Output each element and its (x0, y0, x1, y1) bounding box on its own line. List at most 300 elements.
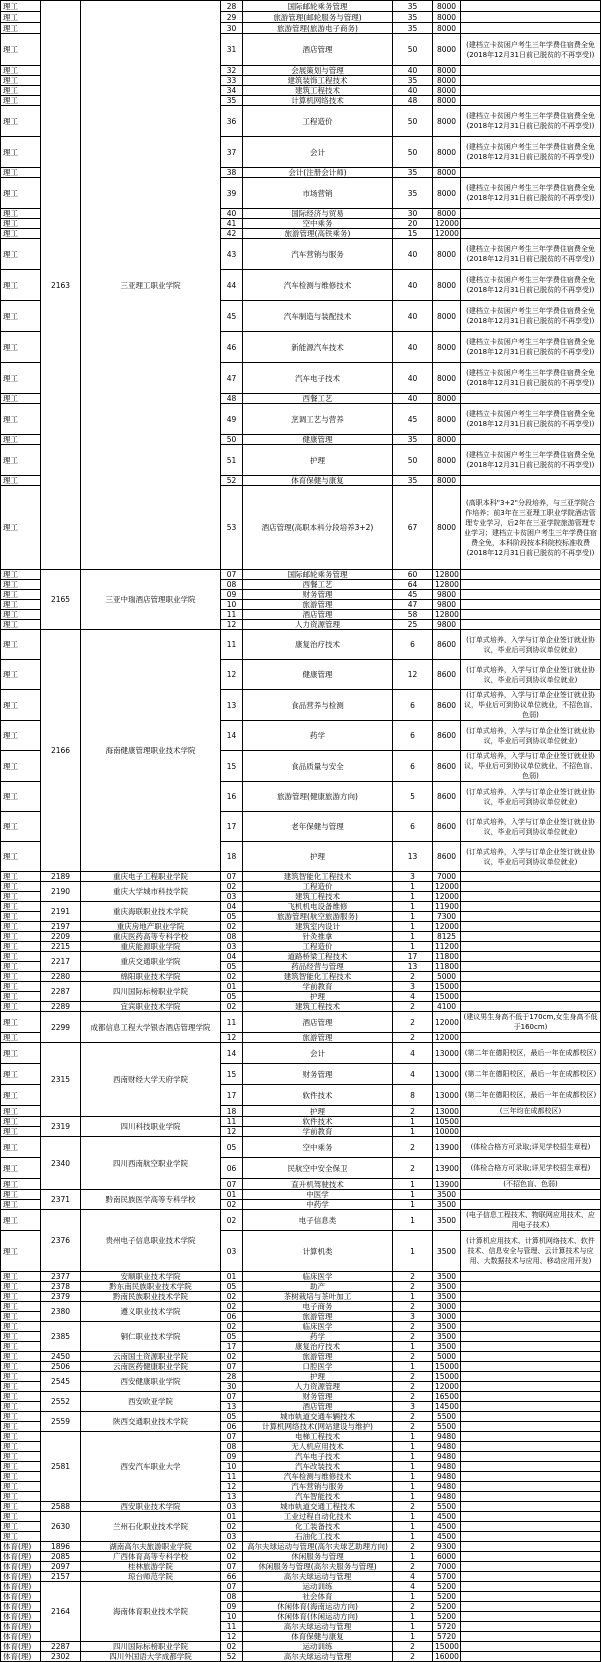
remark-cell (461, 962, 601, 972)
major-name-cell: 直升机驾驶技术 (243, 1179, 393, 1190)
table-row (1, 1432, 601, 1442)
tuition-cell: 11800 (433, 952, 461, 962)
plan-count-cell: 35 (393, 435, 433, 445)
major-name-cell: 国际经济与贸易 (243, 209, 393, 219)
major-code-cell: 30 (221, 1382, 243, 1392)
major-name-cell: 旅游管理(健康旅游方向) (243, 782, 393, 812)
plan-count-cell: 1 (393, 942, 433, 952)
tuition-cell: 8000 (433, 394, 461, 404)
major-code-cell: 09 (221, 1602, 243, 1612)
major-name-cell: 高尔夫球运动与管理(高尔夫球艺助理方向) (243, 1542, 393, 1552)
plan-count-cell: 1 (393, 1127, 433, 1137)
major-code-cell: 07 (221, 1432, 243, 1442)
remark-cell (461, 1402, 601, 1412)
plan-count-cell: 58 (393, 610, 433, 620)
category-cell: 理工 (1, 1302, 41, 1312)
major-name-cell: 汽车营销与服务 (243, 1482, 393, 1492)
category-cell: 理工 (1, 1117, 41, 1127)
tuition-cell: 5200 (433, 1612, 461, 1622)
tuition-cell: 5500 (433, 1422, 461, 1432)
major-name-cell: 民航空中安全保卫 (243, 1158, 393, 1179)
category-cell: 理工 (1, 1106, 41, 1117)
major-code-cell: 48 (221, 394, 243, 404)
remark-cell (461, 1412, 601, 1422)
major-code-cell: 10 (221, 600, 243, 610)
major-name-cell: 休闲体育(海南运动方向) (243, 1602, 393, 1612)
remark-cell (461, 922, 601, 932)
plan-count-cell: 1 (393, 1612, 433, 1622)
major-name-cell: 工程造价 (243, 106, 393, 137)
tuition-cell: 8000 (433, 445, 461, 476)
tuition-cell: 8000 (433, 363, 461, 394)
remark-cell: (建档立卡贫困户考生三年学费住宿费全免(2018年12月31日前已脱贫的不再享受)) (461, 332, 601, 363)
school-name-cell: 重庆能源职业学院 (81, 942, 221, 952)
major-name-cell: 会计(注册会计师) (243, 168, 393, 178)
major-name-cell: 酒店管理 (243, 1012, 393, 1033)
tuition-cell: 8000 (433, 168, 461, 178)
table-row (1, 1582, 601, 1592)
major-name-cell: 西餐工艺 (243, 580, 393, 590)
major-name-cell: 市场营销 (243, 178, 393, 209)
remark-cell (461, 1532, 601, 1542)
major-name-cell: 化工装备技术 (243, 1522, 393, 1532)
remark-cell: (订单式培养，入学与订单企业签订就业协议，毕业后可到协议单位就业) (461, 630, 601, 660)
school-code-cell: 2165 (41, 570, 81, 630)
major-code-cell: 05 (221, 1282, 243, 1292)
major-code-cell: 16 (221, 782, 243, 812)
remark-cell (461, 1292, 601, 1302)
table-row (1, 1272, 601, 1282)
category-cell: 体育(理) (1, 1592, 41, 1602)
school-name-cell: 遵义职业技术学院 (81, 1302, 221, 1322)
category-cell: 体育(理) (1, 1552, 41, 1562)
plan-count-cell: 17 (393, 952, 433, 962)
tuition-cell: 8600 (433, 690, 461, 721)
tuition-cell: 8000 (433, 86, 461, 96)
remark-cell: (体检合格方可录取;详见学校招生章程) (461, 1137, 601, 1158)
plan-count-cell: 13 (393, 842, 433, 872)
major-code-cell: 02 (221, 1352, 243, 1362)
category-cell: 理工 (1, 1292, 41, 1302)
category-cell: 理工 (1, 96, 41, 106)
school-name-cell: 绵阳职业技术学院 (81, 972, 221, 982)
remark-cell (461, 952, 601, 962)
remark-cell: (订单式培养，入学与订单企业签订就业协议，毕业后可到协议单位就业，不招色盲、色弱) (461, 751, 601, 782)
category-cell: 理工 (1, 1422, 41, 1432)
remark-cell (461, 1127, 601, 1137)
major-name-cell: 健康管理 (243, 660, 393, 690)
category-cell: 理工 (1, 1272, 41, 1282)
major-code-cell: 03 (221, 942, 243, 952)
plan-count-cell: 40 (393, 66, 433, 76)
school-name-cell: 海南健康管理职业技术学院 (81, 630, 221, 872)
major-name-cell: 财务管理 (243, 1392, 393, 1402)
school-name-cell: 黔东南民族职业技术学院 (81, 1282, 221, 1292)
category-cell: 理工 (1, 620, 41, 630)
remark-cell (461, 872, 601, 882)
table-row (1, 1372, 601, 1382)
remark-cell: (建档立卡贫困户考生三年学费住宿费全免(2018年12月31日前已脱贫的不再享受)) (461, 137, 601, 168)
tuition-cell: 4500 (433, 1522, 461, 1532)
table-row (1, 1302, 601, 1312)
major-name-cell: 休闲体育(休闲运动方向) (243, 1612, 393, 1622)
category-cell: 理工 (1, 301, 41, 332)
tuition-cell: 8125 (433, 932, 461, 942)
major-code-cell: 07 (221, 1562, 243, 1572)
major-code-cell: 43 (221, 239, 243, 270)
major-name-cell: 旅游管理 (243, 600, 393, 610)
tuition-cell: 9480 (433, 1432, 461, 1442)
category-cell: 理工 (1, 992, 41, 1002)
major-code-cell: 32 (221, 66, 243, 76)
major-code-cell: 02 (221, 1292, 243, 1302)
plan-count-cell: 40 (393, 332, 433, 363)
table-row (1, 1652, 601, 1662)
plan-count-cell: 35 (393, 23, 433, 34)
major-code-cell: 50 (221, 435, 243, 445)
major-name-cell: 针灸推拿 (243, 932, 393, 942)
tuition-cell: 9480 (433, 1462, 461, 1472)
remark-cell (461, 1117, 601, 1127)
plan-count-cell: 48 (393, 96, 433, 106)
remark-cell (461, 66, 601, 76)
table-row (1, 1, 601, 12)
tuition-cell: 3500 (433, 1272, 461, 1282)
remark-cell (461, 394, 601, 404)
category-cell: 理工 (1, 1472, 41, 1482)
major-code-cell: 02 (221, 922, 243, 932)
category-cell: 理工 (1, 1033, 41, 1043)
major-name-cell: 会计 (243, 1043, 393, 1064)
remark-cell (461, 435, 601, 445)
major-code-cell: 05 (221, 1412, 243, 1422)
table-row (1, 1412, 601, 1422)
major-name-cell: 城市轨道交通工程技术 (243, 1502, 393, 1512)
major-name-cell: 旅游管理(邮轮服务与管理) (243, 12, 393, 23)
plan-count-cell: 2 (393, 1382, 433, 1392)
plan-count-cell: 6 (393, 721, 433, 751)
major-code-cell: 11 (221, 630, 243, 660)
table-row (1, 1362, 601, 1372)
tuition-cell: 5200 (433, 1592, 461, 1602)
category-cell: 理工 (1, 106, 41, 137)
tuition-cell: 8000 (433, 137, 461, 168)
major-name-cell: 建筑智能化工程技术 (243, 972, 393, 982)
tuition-cell: 15000 (433, 992, 461, 1002)
plan-count-cell: 40 (393, 363, 433, 394)
school-name-cell: 黔南民族医学高等专科学校 (81, 1190, 221, 1210)
tuition-cell: 3500 (433, 1282, 461, 1292)
major-name-cell: 中医学 (243, 1190, 393, 1200)
remark-cell (461, 1602, 601, 1612)
plan-count-cell: 1 (393, 882, 433, 892)
table-row (1, 972, 601, 982)
remark-cell (461, 1190, 601, 1200)
major-name-cell: 汽车检测与维修技术 (243, 1472, 393, 1482)
category-cell: 理工 (1, 570, 41, 580)
tuition-cell: 11800 (433, 962, 461, 972)
major-name-cell: 道路桥梁工程技术 (243, 952, 393, 962)
remark-cell: (建档立卡贫困户考生三年学费住宿费全免(2018年12月31日前已脱贫的不再享受)) (461, 34, 601, 66)
major-name-cell: 休闲服务与管理 (243, 1552, 393, 1562)
tuition-cell: 12800 (433, 580, 461, 590)
category-cell: 理工 (1, 1392, 41, 1402)
table-row (1, 1117, 601, 1127)
school-name-cell: 四川科技职业学院 (81, 1117, 221, 1137)
tuition-cell: 7300 (433, 912, 461, 922)
tuition-cell: 3500 (433, 1322, 461, 1332)
school-code-cell: 2299 (41, 1012, 81, 1043)
category-cell: 理工 (1, 486, 41, 570)
plan-count-cell: 2 (393, 1033, 433, 1043)
tuition-cell: 9300 (433, 1542, 461, 1552)
major-name-cell: 护理 (243, 1372, 393, 1382)
major-code-cell: 05 (221, 912, 243, 922)
table-row (1, 1642, 601, 1652)
tuition-cell: 9480 (433, 1472, 461, 1482)
tuition-cell: 8000 (433, 209, 461, 219)
major-name-cell: 体育保健与康复 (243, 1632, 393, 1642)
category-cell: 理工 (1, 1372, 41, 1382)
school-name-cell: 四川国际标榜职业学院 (81, 982, 221, 1002)
category-cell: 理工 (1, 1512, 41, 1522)
remark-cell: (建档立卡贫困户考生三年学费住宿费全免(2018年12月31日前已脱贫的不再享受)) (461, 301, 601, 332)
major-name-cell: 电梯工程技术 (243, 1432, 393, 1442)
school-name-cell: 宜宾职业技术学院 (81, 1002, 221, 1012)
major-name-cell: 药品经营与管理 (243, 962, 393, 972)
table-row (1, 1292, 601, 1302)
major-code-cell: 28 (221, 1, 243, 12)
plan-count-cell: 1 (393, 1292, 433, 1302)
category-cell: 理工 (1, 270, 41, 301)
major-name-cell: 临床医学 (243, 1322, 393, 1332)
tuition-cell: 8000 (433, 332, 461, 363)
tuition-cell: 8600 (433, 842, 461, 872)
major-code-cell: 07 (221, 570, 243, 580)
plan-count-cell: 35 (393, 76, 433, 86)
plan-count-cell: 1 (393, 1342, 433, 1352)
school-code-cell: 2385 (41, 1322, 81, 1352)
major-name-cell: 旅游管理(旅游电子商务) (243, 23, 393, 34)
major-code-cell: 11 (221, 610, 243, 620)
major-name-cell: 运动训练 (243, 1642, 393, 1652)
school-code-cell: 2289 (41, 1002, 81, 1012)
plan-count-cell: 2 (393, 1282, 433, 1292)
plan-count-cell: 1 (393, 912, 433, 922)
plan-count-cell: 8 (393, 1085, 433, 1106)
school-code-cell: 2157 (41, 1572, 81, 1582)
school-name-cell: 安顺职业技术学院 (81, 1272, 221, 1282)
plan-count-cell: 50 (393, 137, 433, 168)
tuition-cell: 3000 (433, 1312, 461, 1322)
tuition-cell: 3500 (433, 1342, 461, 1352)
remark-cell: (建档立卡贫困户考生三年学费住宿费全免(2018年12月31日前已脱贫的不再享受)) (461, 239, 601, 270)
category-cell: 理工 (1, 751, 41, 782)
school-name-cell: 湖南高尔夫旅游职业学院 (81, 1542, 221, 1552)
category-cell: 理工 (1, 1482, 41, 1492)
plan-count-cell: 1 (393, 922, 433, 932)
major-name-cell: 老年保健与管理 (243, 812, 393, 842)
major-code-cell: 45 (221, 301, 243, 332)
tuition-cell: 8000 (433, 486, 461, 570)
remark-cell: (订单式培养，入学与订单企业签订就业协议，毕业后可到协议单位就业) (461, 842, 601, 872)
major-name-cell: 药学 (243, 721, 393, 751)
plan-count-cell: 50 (393, 106, 433, 137)
tuition-cell: 4100 (433, 1002, 461, 1012)
major-name-cell: 旅游管理 (243, 1033, 393, 1043)
remark-cell (461, 1442, 601, 1452)
tuition-cell: 8000 (433, 34, 461, 66)
major-code-cell: 12 (221, 1632, 243, 1642)
major-code-cell: 17 (221, 812, 243, 842)
tuition-cell: 5700 (433, 1572, 461, 1582)
plan-count-cell: 40 (393, 270, 433, 301)
major-name-cell: 会展策划与管理 (243, 66, 393, 76)
category-cell: 理工 (1, 476, 41, 486)
school-code-cell: 2340 (41, 1137, 81, 1190)
major-name-cell: 建筑工程技术 (243, 86, 393, 96)
tuition-cell: 13000 (433, 1064, 461, 1085)
school-name-cell: 广西体育高等专科学校 (81, 1552, 221, 1562)
tuition-cell: 13900 (433, 1158, 461, 1179)
school-name-cell: 四川外国语大学成都学院 (81, 1652, 221, 1662)
major-code-cell: 36 (221, 106, 243, 137)
plan-count-cell: 1 (393, 1190, 433, 1200)
remark-cell (461, 902, 601, 912)
tuition-cell: 8000 (433, 1, 461, 12)
school-code-cell: 2588 (41, 1502, 81, 1512)
table-row (1, 982, 601, 992)
major-name-cell: 中药学 (243, 1200, 393, 1210)
remark-cell (461, 23, 601, 34)
major-name-cell: 财务管理 (243, 1064, 393, 1085)
tuition-cell: 14500 (433, 1402, 461, 1412)
remark-cell (461, 1452, 601, 1462)
school-name-cell: 重庆房地产职业学院 (81, 922, 221, 932)
tuition-cell: 8000 (433, 96, 461, 106)
major-name-cell: 西餐工艺 (243, 394, 393, 404)
school-code-cell: 2287 (41, 1642, 81, 1652)
category-cell: 理工 (1, 1432, 41, 1442)
school-code-cell: 2191 (41, 902, 81, 922)
tuition-cell: 12000 (433, 219, 461, 229)
plan-count-cell: 2 (393, 1137, 433, 1158)
remark-cell (461, 12, 601, 23)
major-code-cell: 10 (221, 1612, 243, 1622)
tuition-cell: 15000 (433, 982, 461, 992)
remark-cell (461, 992, 601, 1002)
remark-cell (461, 982, 601, 992)
plan-count-cell: 2 (393, 1562, 433, 1572)
plan-count-cell: 3 (393, 872, 433, 882)
table-row (1, 1210, 601, 1231)
plan-count-cell: 1 (393, 1622, 433, 1632)
plan-count-cell: 30 (393, 209, 433, 219)
table-row (1, 932, 601, 942)
category-cell: 理工 (1, 600, 41, 610)
category-cell: 体育(理) (1, 1632, 41, 1642)
plan-count-cell: 2 (393, 1352, 433, 1362)
school-code-cell: 2581 (41, 1432, 81, 1502)
plan-count-cell: 2 (393, 1302, 433, 1312)
major-code-cell: 02 (221, 1542, 243, 1552)
category-cell: 理工 (1, 1402, 41, 1412)
school-code-cell: 2376 (41, 1210, 81, 1272)
remark-cell (461, 1422, 601, 1432)
major-code-cell: 41 (221, 219, 243, 229)
major-code-cell: 31 (221, 34, 243, 66)
category-cell: 理工 (1, 229, 41, 239)
major-name-cell: 高尔夫球运动与管理 (243, 1572, 393, 1582)
school-code-cell: 2379 (41, 1292, 81, 1302)
remark-cell (461, 1, 601, 12)
table-row (1, 882, 601, 892)
school-code-cell: 2371 (41, 1190, 81, 1210)
tuition-cell: 11900 (433, 902, 461, 912)
remark-cell (461, 590, 601, 600)
remark-cell (461, 1282, 601, 1292)
major-code-cell: 30 (221, 23, 243, 34)
category-cell: 理工 (1, 1502, 41, 1512)
category-cell: 理工 (1, 1179, 41, 1190)
school-code-cell: 2190 (41, 882, 81, 902)
tuition-cell: 9480 (433, 1452, 461, 1462)
major-code-cell: 09 (221, 1452, 243, 1462)
major-code-cell: 12 (221, 660, 243, 690)
major-code-cell: 18 (221, 842, 243, 872)
tuition-cell: 12800 (433, 570, 461, 580)
category-cell: 理工 (1, 610, 41, 620)
school-code-cell: 2189 (41, 872, 81, 882)
major-name-cell: 工业过程自动化技术 (243, 1512, 393, 1522)
major-code-cell: 49 (221, 404, 243, 435)
major-code-cell: 17 (221, 1085, 243, 1106)
plan-count-cell: 1 (393, 1552, 433, 1562)
school-code-cell: 2163 (41, 1, 81, 570)
school-name-cell: 贵州电子信息职业技术学院 (81, 1210, 221, 1272)
remark-cell (461, 1502, 601, 1512)
category-cell: 理工 (1, 445, 41, 476)
major-name-cell: 酒店管理 (243, 610, 393, 620)
remark-cell (461, 1332, 601, 1342)
tuition-cell: 3500 (433, 1332, 461, 1342)
major-code-cell: 11 (221, 1622, 243, 1632)
category-cell: 体育(理) (1, 1602, 41, 1612)
school-code-cell: 2166 (41, 630, 81, 872)
major-name-cell: 助产 (243, 1282, 393, 1292)
category-cell: 体育(理) (1, 1542, 41, 1552)
category-cell: 体育(理) (1, 1642, 41, 1652)
major-name-cell: 茶树栽培与茶叶加工 (243, 1292, 393, 1302)
tuition-cell: 8000 (433, 270, 461, 301)
major-name-cell: 建筑室内设计 (243, 922, 393, 932)
category-cell: 理工 (1, 1043, 41, 1064)
table-row (1, 1502, 601, 1512)
major-name-cell: 旅游管理(高铁乘务) (243, 229, 393, 239)
school-code-cell: 2164 (41, 1582, 81, 1642)
tuition-cell: 8000 (433, 239, 461, 270)
category-cell: 理工 (1, 1452, 41, 1462)
major-code-cell: 17 (221, 1342, 243, 1352)
school-code-cell: 2209 (41, 932, 81, 942)
school-name-cell: 西南财经大学天府学院 (81, 1043, 221, 1117)
remark-cell (461, 882, 601, 892)
category-cell: 理工 (1, 580, 41, 590)
category-cell: 理工 (1, 590, 41, 600)
tuition-cell: 15000 (433, 1362, 461, 1372)
major-name-cell: 酒店管理 (243, 34, 393, 66)
plan-count-cell: 1 (393, 1632, 433, 1642)
